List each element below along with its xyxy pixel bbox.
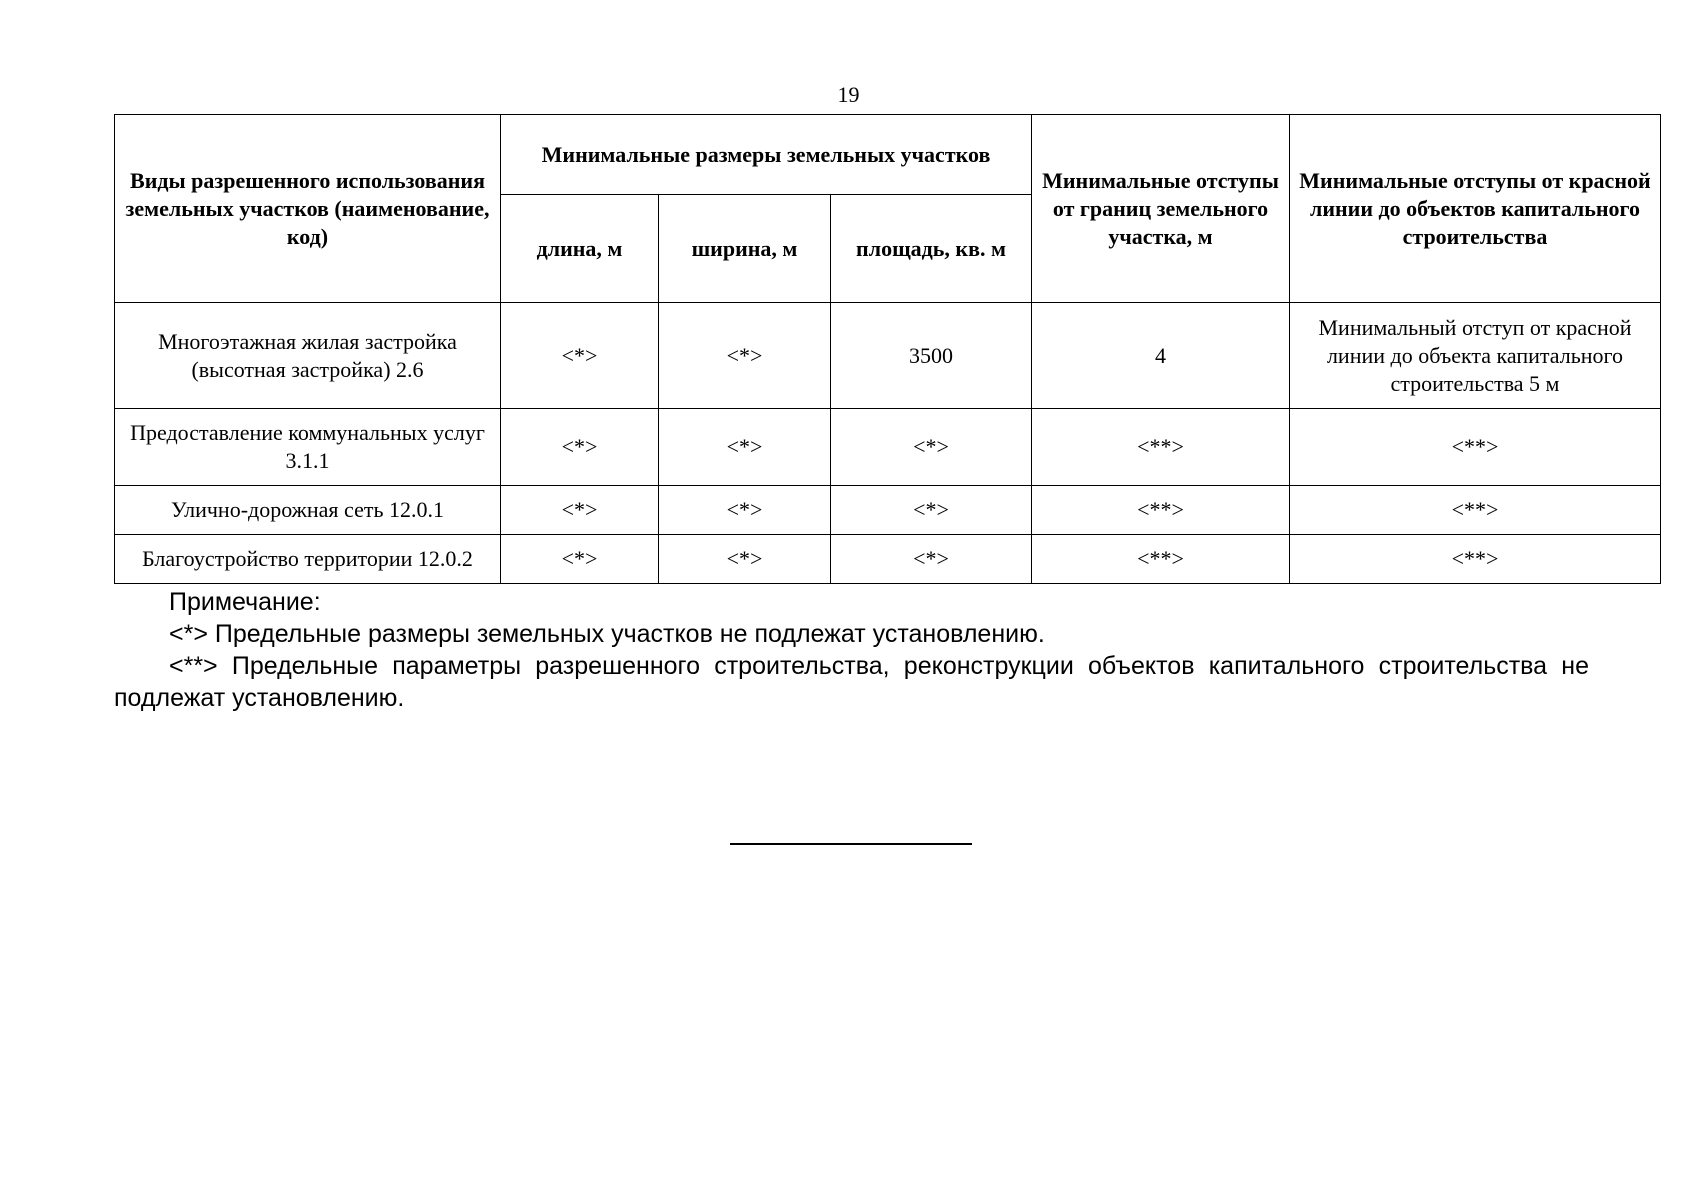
header-width: ширина, м [659,195,831,303]
cell-area: <*> [831,486,1032,535]
cell-length: <*> [501,303,659,409]
cell-length: <*> [501,486,659,535]
cell-area: <*> [831,535,1032,584]
table-row [115,409,1661,486]
header-length: длина, м [501,195,659,303]
cell-boundary-setback: <**> [1032,409,1290,486]
cell-width: <*> [659,486,831,535]
table-header-row [115,115,1661,195]
cell-use-name: Предоставление коммунальных услуг 3.1.1 [115,409,501,486]
cell-use-name: Улично-дорожная сеть 12.0.1 [115,486,501,535]
table-row [115,535,1661,584]
cell-width: <*> [659,535,831,584]
notes-title: Примечание: [169,588,321,616]
cell-red-line-setback: Минимальный отступ от красной линии до объекта капитального строительства 5 м [1290,303,1661,409]
header-min-setback-boundary: Минимальные отступы от границ земельного участка, м [1032,115,1290,303]
land-use-table [114,114,1661,584]
cell-use-name: Благоустройство территории 12.0.2 [115,535,501,584]
cell-red-line-setback: <**> [1290,409,1661,486]
cell-boundary-setback: <**> [1032,486,1290,535]
cell-use-name: Многоэтажная жилая застройка (высотная застройка) 2.6 [115,303,501,409]
table-row [115,303,1661,409]
table-row [115,486,1661,535]
page-number: 19 [837,82,860,107]
notes-section [114,586,1589,714]
cell-width: <*> [659,303,831,409]
header-area: площадь, кв. м [831,195,1032,303]
cell-boundary-setback: 4 [1032,303,1290,409]
cell-area: 3500 [831,303,1032,409]
end-divider-line [730,843,972,845]
cell-length: <*> [501,409,659,486]
header-use-type: Виды разрешенного использования земельных участков (наименование, код) [115,115,501,303]
cell-width: <*> [659,409,831,486]
header-min-sizes: Минимальные размеры земельных участков [501,115,1032,195]
cell-red-line-setback: <**> [1290,535,1661,584]
cell-length: <*> [501,535,659,584]
header-min-setback-red-line: Минимальные отступы от красной линии до объектов капитального строительства [1290,115,1661,303]
note-2: <**> Предельные параметры разрешенного строительства, реконструкции объектов капитального строительства не подлежат установлению. [114,652,1589,712]
note-1: <*> Предельные размеры земельных участков не подлежат установлению. [169,620,1045,648]
cell-boundary-setback: <**> [1032,535,1290,584]
cell-red-line-setback: <**> [1290,486,1661,535]
cell-area: <*> [831,409,1032,486]
